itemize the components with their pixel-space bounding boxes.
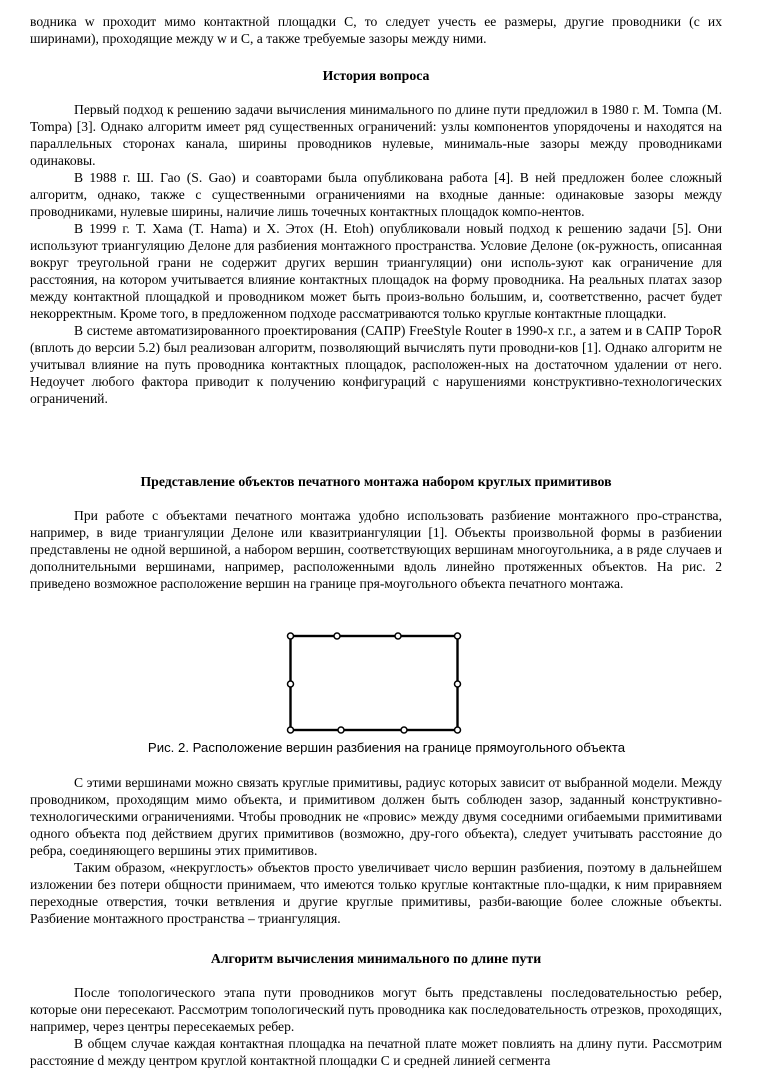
vertex-top-2 <box>395 633 401 639</box>
history-section <box>30 67 722 407</box>
history-paragraph-3: В 1999 г. Т. Хама (T. Hama) и Х. Этох (H. Etoh) опубликовали новый подход к решению задачи [5]. Они используют триангуляцию Делоне для разбиения монтажного пространства. Условие Делоне (ок-ружность, описанная вокруг треугольной грани не содержит других вершин триангуляции) они исполь-зуют как ограничение для расстояния, на котором учитывается влияние контактных площадок на форму проводника. На реальных платах зазор между контактной площадкой и проводником может быть произ-вольно большим, и, соответственно, расчет будет некорректным. Кроме того, в предложенном подходе рассматриваются только круглые контактные площадки. <box>30 221 722 321</box>
history-paragraph-2: В 1988 г. Ш. Гао (S. Gao) и соавторами была опубликована работа [4]. В ней предложен более сложный алгоритм, однако, также с существенными ограничениями на входные данные: одинаковые зазоры между проводниками, нулевые ширины, наличие лишь точечных контактных площадок компо-нентов. <box>30 170 722 219</box>
vertex-bottom-right <box>455 727 461 733</box>
algorithm-heading: Алгоритм вычисления минимального по длине пути <box>210 951 542 966</box>
rectangle-object-outline <box>291 636 458 730</box>
vertex-bottom-2 <box>401 727 407 733</box>
representation-paragraph-1: При работе с объектами печатного монтажа удобно использовать разбиение монтажного про-странства, например, в виде триангуляции Делоне или квазитриангуляции [1]. Объекты произвольной формы в разбиении представлены не одной вершиной, а набором вершин, соответствующих вершинам многоугольника, а в ряде случаев и дополнительными вершинами, например, расположенными вдоль линейно протяженных объектов. На рис. 2 приведено возможное расположение вершин на границе пря-моугольного объекта печатного монтажа. <box>30 508 722 591</box>
intro-block <box>30 13 722 47</box>
algorithm-section <box>30 950 722 1069</box>
algorithm-paragraph-1: После топологического этапа пути проводников могут быть представлены последовательностью ребер, которые они пересекают. Рассмотрим топологический путь проводника как последовательность отрезков, проходящих, например, через центры пересекаемых ребер. <box>30 985 722 1034</box>
vertex-right-mid <box>455 681 461 687</box>
representation-section <box>30 473 722 592</box>
figure-rectangle-vertices <box>0 627 773 737</box>
vertex-top-right <box>455 633 461 639</box>
vertex-bottom-left <box>288 727 294 733</box>
representation-paragraph-3: Таким образом, «некруглость» объектов просто увеличивает число вершин разбиения, поэтому в дальнейшем изложении без потери общности принимаем, что имеются только круглые контактные пло-щадки, к ним приравняем переходные отверстия, точки ветвления и другие круглые примитивы, разби-вающие более сложные объекты. Разбиение монтажного пространства – триангуляция. <box>30 860 722 926</box>
vertex-left-mid <box>288 681 294 687</box>
vertex-top-left <box>288 633 294 639</box>
history-paragraph-1: Первый подход к решению задачи вычисления минимального по длине пути предложил в 1980 г. М. Томпа (M. Tompa) [3]. Однако алгоритм имеет ряд существенных ограничений: узлы компонентов упорядочены и находятся на параллельных сторонах канала, ширины проводников нулевые, минималь-ные зазоры между проводниками одинаковы. <box>30 102 722 168</box>
representation-heading: Представление объектов печатного монтажа набором круглых примитивов <box>140 474 612 489</box>
representation-paragraph-2: С этими вершинами можно связать круглые примитивы, радиус которых зависит от выбранной модели. Между проводником, проходящим мимо объекта, и примитивом должен быть соблюден зазор, заданный конструктивно-технологическими ограничениями. Чтобы проводник не «провис» между двумя соседними огибаемыми примитивами одного объекта под действием других примитивов (возможно, дру-гого объекта), следует учитывать расстояние до ребра, соединяющего вершины этих примитивов. <box>30 775 722 858</box>
history-paragraph-4: В системе автоматизированного проектирования (САПР) FreeStyle Router в 1990-х г.г., а затем и в САПР TopoR (вплоть до версии 5.2) был реализован алгоритм, позволяющий вычислять пути проводни-ков [1]. Однако алгоритм не учитывал влияние на путь проводника контактных площадок, расположен-ных на достаточном удалении от него. Недоучет любого фактора приводит к получению конфигураций с нарушениями конструктивно-технологических ограничений. <box>30 323 722 406</box>
figure-caption: Рис. 2. Расположение вершин разбиения на границе прямоугольного объекта <box>147 740 626 755</box>
algorithm-paragraph-2: В общем случае каждая контактная площадка на печатной плате может повлиять на длину пути. Рассмотрим расстояние d между центром круглой контактной площадки C и средней линией сегмента <box>30 1036 722 1068</box>
history-heading: История вопроса <box>322 68 430 83</box>
vertex-bottom-1 <box>338 727 344 733</box>
intro-paragraph: водника w проходит мимо контактной площадки C, то следует учесть ее размеры, другие проводники (с их ширинами), проходящие между w и C, а также требуемые зазоры между ними. <box>30 14 722 46</box>
representation-continued <box>30 774 722 927</box>
vertex-top-1 <box>334 633 340 639</box>
